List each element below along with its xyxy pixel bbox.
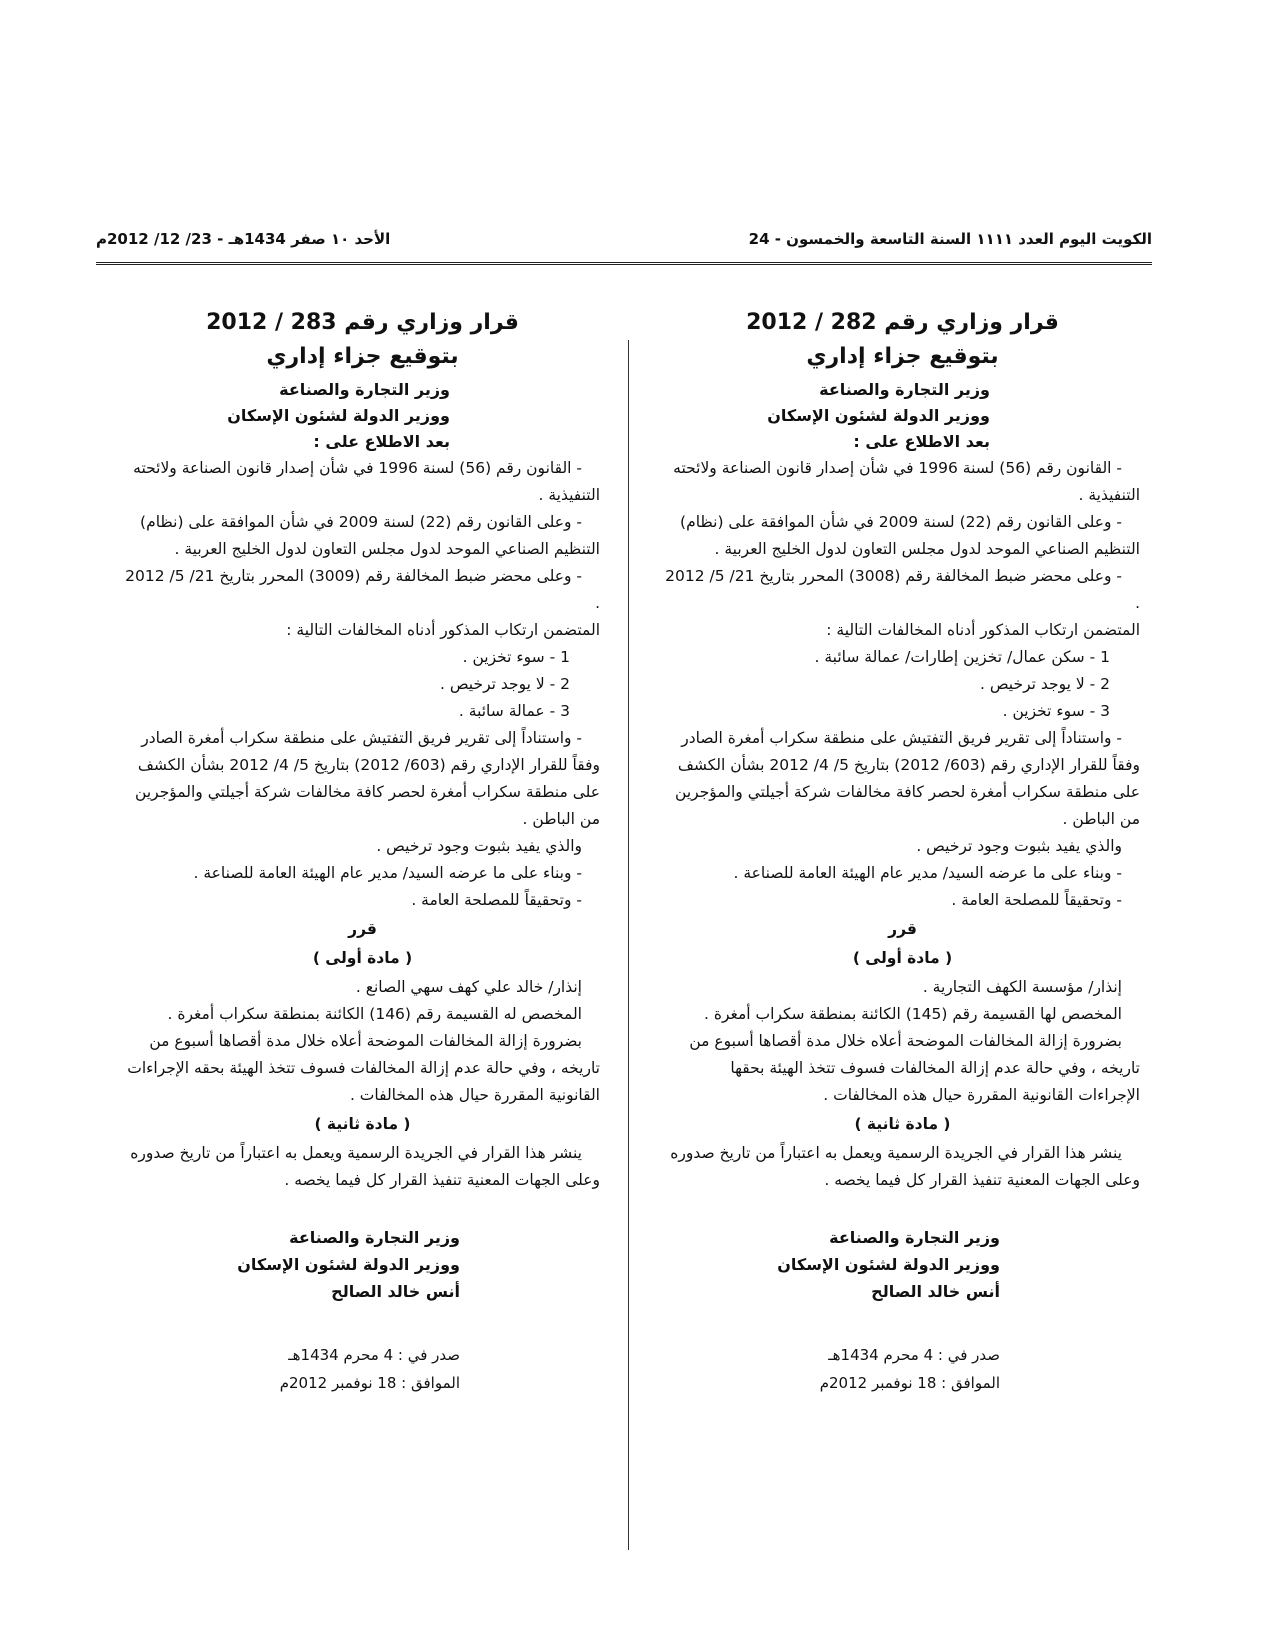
violation-item: 3 - سوء تخزين . (1002, 702, 1110, 720)
article-paragraph: إنذار/ مؤسسة الكهف التجارية . (922, 978, 1122, 996)
decree-title: قرار وزاري رقم 283 / 2012 (206, 310, 519, 335)
recital-paragraph: - وعلى محضر ضبط المخالفة رقم (3009) المحرر بتاريخ 21/ 5/ 2012 . (125, 567, 600, 612)
article-heading: ( مادة ثانية ) (314, 1115, 411, 1133)
recital-paragraph: - وعلى القانون رقم (22) لسنة 2009 في شأن الموافقة على (نظام) التنظيم الصناعي الموحد لدول مجلس التعاون لدول الخليج العربية . (140, 513, 600, 558)
violation-item: 3 - عمالة سائبة . (458, 702, 570, 720)
decided-heading: قرر (888, 920, 917, 938)
recital-paragraph: - وعلى القانون رقم (22) لسنة 2009 في شأن الموافقة على (نظام) التنظيم الصناعي الموحد لدول مجلس التعاون لدول الخليج العربية . (680, 513, 1140, 558)
issued-block (665, 1341, 1140, 1397)
recital-paragraph: - وتحقيقاً للمصلحة العامة . (951, 891, 1122, 909)
signature-block (665, 1224, 1140, 1305)
header-rule (96, 262, 1152, 265)
decree-283-column (125, 305, 600, 1565)
issued-date-gregorian: الموافق : 18 نوفمبر 2012م (279, 1374, 460, 1392)
header-date: الأحد ١٠ صفر 1434هـ - 23/ 12/ 2012م (96, 230, 391, 248)
article-paragraph: ينشر هذا القرار في الجريدة الرسمية ويعمل به اعتباراً من تاريخ صدوره وعلى الجهات المعنية تنفيذ القرار كل فيما يخصه . (130, 1144, 600, 1189)
article-paragraph: إنذار/ خالد علي كهف سهي الصانع . (355, 978, 582, 996)
article-heading: ( مادة أولى ) (852, 949, 953, 967)
article-heading: ( مادة ثانية ) (854, 1115, 951, 1133)
signature-line: وزير التجارة والصناعة (289, 1228, 460, 1247)
recital-paragraph: - واستناداً إلى تقرير فريق التفتيش على منطقة سكراب أمغرة الصادر وفقاً للقرار الإداري رقم (603/ 2012) بتاريخ 5/ 4/ 2012 بشأن الكشف على منطقة سكراب أمغرة لحصر كافة مخالفات شركة أجيلتي والمؤجرين من الباطن . (135, 729, 600, 828)
decree-subtitle: بتوقيع جزاء إداري (266, 344, 459, 369)
article-paragraph: ينشر هذا القرار في الجريدة الرسمية ويعمل به اعتباراً من تاريخ صدوره وعلى الجهات المعنية تنفيذ القرار كل فيما يخصه . (670, 1144, 1140, 1189)
column-divider (628, 340, 629, 1550)
article-paragraph: المخصص لها القسيمة رقم (145) الكائنة بمنطقة سكراب أمغرة . (703, 1005, 1122, 1023)
article-heading: ( مادة أولى ) (312, 949, 413, 967)
decided-heading: قرر (348, 920, 377, 938)
signatory-name: أنس خالد الصالح (871, 1282, 1000, 1301)
recital-paragraph: والذي يفيد بثبوت وجود ترخيص . (916, 837, 1122, 855)
issued-date-hijri: صدر في : 4 محرم 1434هـ (288, 1346, 460, 1364)
whereas-heading: بعد الاطلاع على : (853, 432, 990, 451)
recital-paragraph: - واستناداً إلى تقرير فريق التفتيش على منطقة سكراب أمغرة الصادر وفقاً للقرار الإداري رقم (603/ 2012) بتاريخ 5/ 4/ 2012 بشأن الكشف على منطقة سكراب أمغرة لحصر كافة مخالفات شركة أجيلتي والمؤجرين من الباطن . (675, 729, 1140, 828)
authority-line: وزير التجارة والصناعة (819, 380, 990, 399)
signatory-name: أنس خالد الصالح (331, 1282, 460, 1301)
recital-paragraph: - وبناء على ما عرضه السيد/ مدير عام الهيئة العامة للصناعة . (193, 864, 582, 882)
recital-paragraph: - القانون رقم (56) لسنة 1996 في شأن إصدار قانون الصناعة ولائحته التنفيذية . (133, 459, 600, 504)
page-header (96, 226, 1152, 258)
violation-item: 1 - سوء تخزين . (462, 648, 570, 666)
recital-paragraph: والذي يفيد بثبوت وجود ترخيص . (376, 837, 582, 855)
authority-line: ووزير الدولة لشئون الإسكان (227, 406, 450, 425)
authority-line: ووزير الدولة لشئون الإسكان (767, 406, 990, 425)
signature-line: وزير التجارة والصناعة (829, 1228, 1000, 1247)
signature-block (125, 1224, 600, 1305)
violations-intro: المتضمن ارتكاب المذكور أدناه المخالفات التالية : (826, 621, 1140, 639)
recital-paragraph: - القانون رقم (56) لسنة 1996 في شأن إصدار قانون الصناعة ولائحته التنفيذية . (673, 459, 1140, 504)
article-paragraph: بضرورة إزالة المخالفات الموضحة أعلاه خلال مدة أقصاها أسبوع من تاريخه ، وفي حالة عدم إزالة المخالفات فسوف تتخذ الهيئة بحقها الإجراءات القانونية المقررة حيال هذه المخالفات . (689, 1032, 1140, 1104)
decree-subtitle: بتوقيع جزاء إداري (806, 344, 999, 369)
recital-paragraph: - وبناء على ما عرضه السيد/ مدير عام الهيئة العامة للصناعة . (733, 864, 1122, 882)
decree-title: قرار وزاري رقم 282 / 2012 (746, 310, 1059, 335)
header-publication-info: الكويت اليوم العدد ١١١١ السنة التاسعة والخمسون - 24 (748, 230, 1152, 248)
whereas-heading: بعد الاطلاع على : (313, 432, 450, 451)
signature-line: ووزير الدولة لشئون الإسكان (237, 1255, 460, 1274)
authority-line: وزير التجارة والصناعة (279, 380, 450, 399)
violation-item: 2 - لا يوجد ترخيص . (439, 675, 570, 693)
article-paragraph: المخصص له القسيمة رقم (146) الكائنة بمنطقة سكراب أمغرة . (167, 1005, 582, 1023)
recital-paragraph: - وعلى محضر ضبط المخالفة رقم (3008) المحرر بتاريخ 21/ 5/ 2012 . (665, 567, 1140, 612)
issued-date-gregorian: الموافق : 18 نوفمبر 2012م (819, 1374, 1000, 1392)
issued-block (125, 1341, 600, 1397)
issued-date-hijri: صدر في : 4 محرم 1434هـ (828, 1346, 1000, 1364)
violations-intro: المتضمن ارتكاب المذكور أدناه المخالفات التالية : (286, 621, 600, 639)
violation-item: 1 - سكن عمال/ تخزين إطارات/ عمالة سائبة . (814, 648, 1110, 666)
recital-paragraph: - وتحقيقاً للمصلحة العامة . (411, 891, 582, 909)
article-paragraph: بضرورة إزالة المخالفات الموضحة أعلاه خلال مدة أقصاها أسبوع من تاريخه ، وفي حالة عدم إزالة المخالفات فسوف تتخذ الهيئة بحقه الإجراءات القانونية المقررة حيال هذه المخالفات . (127, 1032, 600, 1104)
decree-282-column (665, 305, 1140, 1565)
violation-item: 2 - لا يوجد ترخيص . (979, 675, 1110, 693)
signature-line: ووزير الدولة لشئون الإسكان (777, 1255, 1000, 1274)
